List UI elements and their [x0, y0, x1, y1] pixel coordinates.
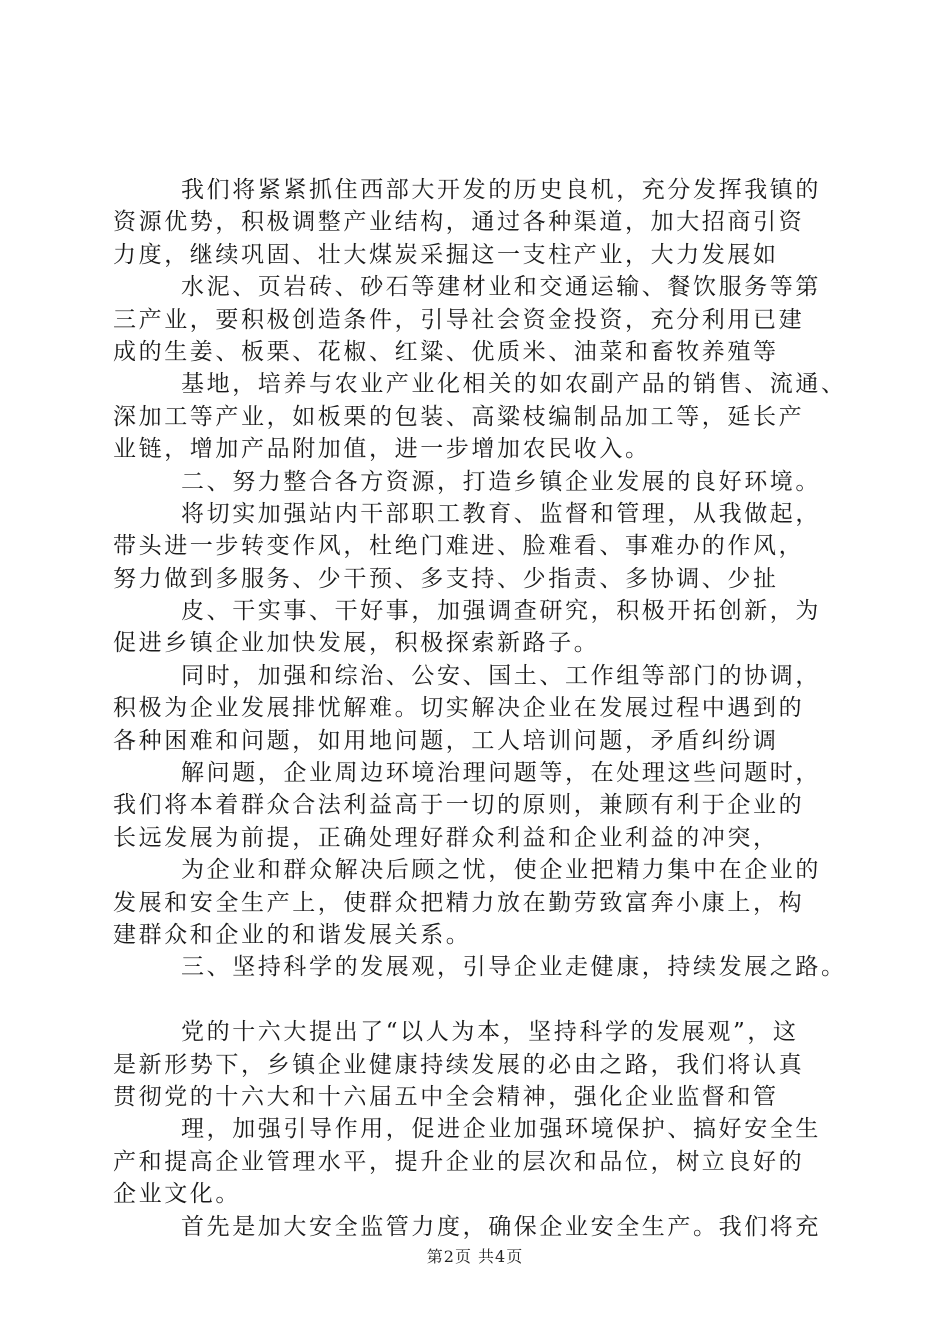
text-line: 业链，增加产品附加值，进一步增加农民收入。 [113, 436, 651, 463]
text-line: 带头进一步转变作风，杜绝门难进、脸难看、事难办的作风， [113, 533, 805, 560]
text-line: 积极为企业发展排忧解难。切实解决企业在发展过程中遇到的 [113, 695, 805, 722]
text-line: 解问题，企业周边环境治理问题等，在处理这些问题时， [181, 760, 821, 787]
text-line: 各种困难和问题，如用地问题，工人培训问题，矛盾纠纷调 [113, 727, 779, 754]
text-line: 努力做到多服务、少干预、多支持、少指责、多协调、少扯 [113, 565, 779, 592]
text-line: 贯彻党的十六大和十六届五中全会精神，强化企业监督和管 [113, 1083, 779, 1110]
text-line: 成的生姜、板栗、花椒、红粱、优质米、油菜和畜牧养殖等 [113, 338, 779, 365]
text-line: 资源优势，积极调整产业结构，通过各种渠道，加大招商引资 [113, 209, 805, 236]
text-line: 理，加强引导作用，促进企业加强环境保护、搞好安全生 [181, 1116, 821, 1143]
text-line: 三产业，要积极创造条件，引导社会资金投资，充分利用已建 [113, 306, 805, 333]
text-line: 产和提高企业管理水平，提升企业的层次和品位，树立良好的 [113, 1148, 805, 1175]
text-line: 建群众和企业的和谐发展关系。 [113, 921, 472, 948]
text-line: 二、努力整合各方资源，打造乡镇企业发展的良好环境。 [181, 468, 821, 495]
text-line: 水泥、页岩砖、砂石等建材业和交通运输、餐饮服务等第 [181, 274, 821, 301]
text-line: 促进乡镇企业加快发展，积极探索新路子。 [113, 630, 600, 657]
text-line: 首先是加大安全监管力度，确保企业安全生产。我们将充 [181, 1213, 821, 1240]
text-line: 党的十六大提出了“以人为本，坚持科学的发展观”，这 [181, 1019, 799, 1046]
text-line: 将切实加强站内干部职工教育、监督和管理，从我做起， [181, 500, 821, 527]
text-line: 皮、干实事、干好事，加强调查研究，积极开拓创新，为 [181, 598, 821, 625]
text-line: 为企业和群众解决后顾之忧，使企业把精力集中在企业的 [181, 857, 821, 884]
text-line: 发展和安全生产上，使群众把精力放在勤劳致富奔小康上，构 [113, 889, 805, 916]
text-line: 力度，继续巩固、壮大煤炭采掘这一支柱产业，大力发展如 [113, 241, 779, 268]
text-line: 同时，加强和综治、公安、国土、工作组等部门的协调， [181, 662, 821, 689]
text-line: 是新形势下，乡镇企业健康持续发展的必由之路，我们将认真 [113, 1051, 805, 1078]
text-line: 我们将紧紧抓住西部大开发的历史良机，充分发挥我镇的 [181, 177, 821, 203]
text-line: 三、坚持科学的发展观，引导企业走健康，持续发展之路。 [181, 954, 847, 981]
text-line: 长远发展为前提，正确处理好群众利益和企业利益的冲突， [113, 824, 779, 851]
page-footer: 第2页 共4页 [426, 1247, 524, 1266]
text-line: 企业文化。 [113, 1181, 241, 1208]
text-line: 深加工等产业，如板栗的包装、高粱枝编制品加工等，延长产 [113, 403, 805, 430]
blank-line [113, 984, 853, 1016]
text-line: 我们将本着群众合法利益高于一切的原则，兼顾有利于企业的 [113, 792, 805, 819]
text-line: 基地，培养与农业产业化相关的如农副产品的销售、流通、 [181, 371, 847, 398]
document-body [113, 174, 853, 1243]
